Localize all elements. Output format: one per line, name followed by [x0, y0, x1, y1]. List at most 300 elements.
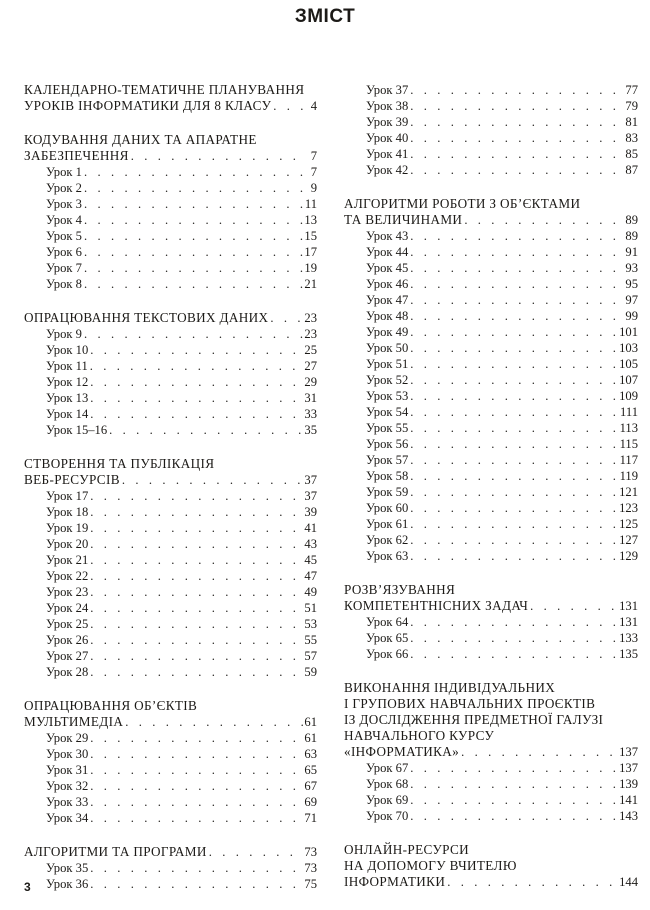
dot-leader: [408, 308, 624, 324]
section-page-number: 7: [310, 149, 317, 163]
lesson-label: Урок 3: [46, 197, 82, 211]
dot-leader: [268, 310, 303, 326]
lesson-entry[interactable]: [24, 212, 317, 228]
lesson-page-number: 137: [619, 761, 638, 775]
lesson-page-number: 97: [625, 293, 638, 307]
dot-leader: [123, 714, 303, 730]
dot-leader: [408, 500, 619, 516]
lesson-label: Урок 39: [366, 115, 409, 129]
lesson-label: Урок 6: [46, 245, 82, 259]
dot-leader: [88, 568, 303, 584]
dot-leader: [408, 436, 619, 452]
lesson-entry[interactable]: [344, 98, 638, 114]
dot-leader: [462, 212, 624, 228]
lesson-entry[interactable]: [24, 244, 317, 260]
lesson-entry[interactable]: [24, 860, 317, 876]
lesson-page-number: 23: [304, 327, 317, 341]
lesson-entry[interactable]: [344, 114, 638, 130]
dot-leader: [408, 388, 619, 404]
dot-leader: [408, 760, 619, 776]
lesson-entry[interactable]: [24, 164, 317, 180]
dot-leader: [528, 598, 619, 614]
page-title: ЗМІСТ: [294, 6, 356, 27]
section-page-number: 61: [304, 715, 317, 729]
lesson-label: Урок 70: [366, 809, 409, 823]
section-title-text: ВЕБ-РЕСУРСІВ: [24, 472, 120, 487]
lesson-label: Урок 15–16: [46, 423, 108, 437]
dot-leader: [408, 228, 624, 244]
lesson-label: Урок 37: [366, 83, 409, 97]
lesson-page-number: 29: [304, 375, 317, 389]
section-heading-entry[interactable]: [24, 472, 317, 488]
section-title-line: ВИКОНАННЯ ІНДИВІДУАЛЬНИХ: [344, 680, 556, 695]
lesson-page-number: 117: [619, 453, 638, 467]
lesson-page-number: 113: [619, 421, 638, 435]
section-title-text: АЛГОРИТМИ ТА ПРОГРАМИ: [24, 844, 207, 859]
lesson-entry[interactable]: [344, 484, 638, 500]
lesson-label: Урок 65: [366, 631, 409, 645]
lesson-label: Урок 42: [366, 163, 409, 177]
lesson-entry[interactable]: [24, 600, 317, 616]
dot-leader: [408, 776, 619, 792]
section-title-line: РОЗВ’ЯЗУВАННЯ: [344, 582, 456, 597]
lesson-entry[interactable]: [24, 584, 317, 600]
lesson-entry[interactable]: [344, 244, 638, 260]
dot-leader: [408, 420, 619, 436]
lesson-label: Урок 55: [366, 421, 409, 435]
dot-leader: [88, 616, 303, 632]
dot-leader: [445, 874, 619, 890]
lesson-page-number: 109: [619, 389, 638, 403]
dot-leader: [88, 552, 303, 568]
lesson-label: Урок 34: [46, 811, 89, 825]
section-title-line: СТВОРЕННЯ ТА ПУБЛІКАЦІЯ: [24, 456, 215, 471]
dot-leader: [408, 404, 620, 420]
lesson-page-number: 45: [304, 553, 317, 567]
lesson-entry[interactable]: [24, 180, 317, 196]
lesson-label: Урок 14: [46, 407, 89, 421]
lesson-entry[interactable]: [344, 760, 638, 776]
lesson-entry[interactable]: [344, 808, 638, 824]
toc-left-column: [24, 82, 317, 910]
lesson-entry[interactable]: [344, 292, 638, 308]
dot-leader: [88, 342, 303, 358]
lesson-page-number: 93: [625, 261, 638, 275]
lesson-page-number: 129: [619, 549, 638, 563]
section-title-line: ОПРАЦЮВАННЯ ОБ’ЄКТІВ: [24, 698, 198, 713]
lesson-entry[interactable]: [344, 260, 638, 276]
section-title-text: «ІНФОРМАТИКА»: [344, 744, 460, 759]
lesson-entry[interactable]: [24, 358, 317, 374]
section-page-number: 131: [619, 599, 638, 613]
lesson-page-number: 81: [625, 115, 638, 129]
lesson-label: Урок 67: [366, 761, 409, 775]
toc-section: [344, 680, 638, 824]
section-page-number: 73: [304, 845, 317, 859]
lesson-entry[interactable]: [344, 82, 638, 98]
lesson-entry[interactable]: [24, 504, 317, 520]
dot-leader: [88, 406, 303, 422]
lesson-page-number: 123: [619, 501, 638, 515]
lesson-label: Урок 44: [366, 245, 409, 259]
toc-section: [24, 456, 317, 680]
lesson-entry[interactable]: [24, 794, 317, 810]
lesson-entry[interactable]: [344, 324, 638, 340]
lesson-entry[interactable]: [344, 276, 638, 292]
lesson-entry[interactable]: [24, 616, 317, 632]
lesson-entry[interactable]: [24, 196, 317, 212]
dot-leader: [408, 452, 619, 468]
toc-right-column: [344, 82, 638, 908]
dot-leader: [408, 276, 624, 292]
dot-leader: [88, 730, 303, 746]
dot-leader: [88, 358, 303, 374]
lesson-page-number: 79: [625, 99, 638, 113]
lesson-label: Урок 40: [366, 131, 409, 145]
lesson-entry[interactable]: [344, 516, 638, 532]
lesson-label: Урок 56: [366, 437, 409, 451]
lesson-entry[interactable]: [344, 162, 638, 178]
lesson-label: Урок 38: [366, 99, 409, 113]
lesson-label: Урок 50: [366, 341, 409, 355]
lesson-page-number: 39: [304, 505, 317, 519]
lesson-page-number: 41: [304, 521, 317, 535]
dot-leader: [88, 390, 303, 406]
lesson-label: Урок 54: [366, 405, 409, 419]
lesson-label: Урок 29: [46, 731, 89, 745]
dot-leader: [82, 260, 303, 276]
lesson-label: Урок 26: [46, 633, 89, 647]
lesson-page-number: 73: [304, 861, 317, 875]
lesson-page-number: 127: [619, 533, 638, 547]
lesson-label: Урок 32: [46, 779, 89, 793]
dot-leader: [408, 532, 619, 548]
dot-leader: [408, 146, 624, 162]
lesson-label: Урок 13: [46, 391, 89, 405]
dot-leader: [88, 488, 303, 504]
lesson-page-number: 139: [619, 777, 638, 791]
lesson-label: Урок 28: [46, 665, 89, 679]
lesson-page-number: 95: [625, 277, 638, 291]
dot-leader: [408, 516, 619, 532]
lesson-page-number: 103: [619, 341, 638, 355]
lesson-label: Урок 4: [46, 213, 82, 227]
lesson-page-number: 91: [625, 245, 638, 259]
lesson-page-number: 101: [619, 325, 638, 339]
dot-leader: [88, 536, 303, 552]
dot-leader: [88, 762, 303, 778]
lesson-label: Урок 11: [46, 359, 88, 373]
dot-leader: [408, 244, 624, 260]
dot-leader: [82, 180, 303, 196]
dot-leader: [107, 422, 303, 438]
dot-leader: [408, 324, 619, 340]
lesson-label: Урок 12: [46, 375, 89, 389]
dot-leader: [408, 808, 619, 824]
dot-leader: [129, 148, 303, 164]
lesson-entry[interactable]: [344, 308, 638, 324]
lesson-page-number: 7: [310, 165, 317, 179]
lesson-entry[interactable]: [24, 422, 317, 438]
section-title-line: КОДУВАННЯ ДАНИХ ТА АПАРАТНЕ: [24, 132, 257, 147]
dot-leader: [408, 98, 624, 114]
lesson-entry[interactable]: [24, 810, 317, 826]
lesson-page-number: 87: [625, 163, 638, 177]
lesson-label: Урок 35: [46, 861, 89, 875]
lesson-label: Урок 21: [46, 553, 89, 567]
lesson-page-number: 13: [304, 213, 317, 227]
lesson-label: Урок 51: [366, 357, 409, 371]
lesson-entry[interactable]: [24, 406, 317, 422]
lesson-entry[interactable]: [344, 356, 638, 372]
lesson-page-number: 83: [625, 131, 638, 145]
lesson-entry[interactable]: [344, 646, 638, 662]
lesson-entry[interactable]: [344, 228, 638, 244]
lesson-page-number: 75: [304, 877, 317, 891]
lesson-entry[interactable]: [344, 630, 638, 646]
lesson-entry[interactable]: [24, 664, 317, 680]
lesson-label: Урок 63: [366, 549, 409, 563]
dot-leader: [88, 632, 303, 648]
lesson-page-number: 115: [619, 437, 638, 451]
lesson-label: Урок 23: [46, 585, 89, 599]
lesson-label: Урок 64: [366, 615, 409, 629]
lesson-entry[interactable]: [344, 340, 638, 356]
dot-leader: [88, 794, 303, 810]
dot-leader: [408, 292, 624, 308]
lesson-page-number: 105: [619, 357, 638, 371]
lesson-page-number: 69: [304, 795, 317, 809]
lesson-label: Урок 1: [46, 165, 82, 179]
lesson-label: Урок 59: [366, 485, 409, 499]
lesson-page-number: 37: [304, 489, 317, 503]
section-heading-entry[interactable]: [24, 148, 317, 164]
dot-leader: [88, 648, 303, 664]
dot-leader: [120, 472, 303, 488]
lesson-entry[interactable]: [344, 420, 638, 436]
section-title-line: АЛГОРИТМИ РОБОТИ З ОБ’ЄКТАМИ: [344, 196, 581, 211]
lesson-page-number: 33: [304, 407, 317, 421]
lesson-label: Урок 2: [46, 181, 82, 195]
dot-leader: [207, 844, 303, 860]
lesson-entry[interactable]: [24, 778, 317, 794]
lesson-entry[interactable]: [24, 326, 317, 342]
lesson-entry[interactable]: [344, 500, 638, 516]
lesson-label: Урок 52: [366, 373, 409, 387]
dot-leader: [408, 646, 619, 662]
lesson-entry[interactable]: [344, 468, 638, 484]
dot-leader: [408, 82, 624, 98]
lesson-page-number: 57: [304, 649, 317, 663]
lesson-entry[interactable]: [344, 548, 638, 564]
section-heading-entry[interactable]: [344, 598, 638, 614]
section-title-line: І ГРУПОВИХ НАВЧАЛЬНИХ ПРОЄКТІВ: [344, 696, 596, 711]
lesson-entry[interactable]: [344, 436, 638, 452]
dot-leader: [88, 600, 303, 616]
lesson-entry[interactable]: [24, 648, 317, 664]
dot-leader: [408, 356, 619, 372]
lesson-page-number: 107: [619, 373, 638, 387]
dot-leader: [88, 504, 303, 520]
lesson-page-number: 89: [625, 229, 638, 243]
dot-leader: [408, 484, 619, 500]
lesson-page-number: 51: [304, 601, 317, 615]
lesson-entry[interactable]: [24, 276, 317, 292]
dot-leader: [408, 162, 624, 178]
dot-leader: [408, 372, 619, 388]
toc-section: [24, 844, 317, 892]
lesson-page-number: 15: [304, 229, 317, 243]
dot-leader: [408, 614, 619, 630]
dot-leader: [88, 584, 303, 600]
lesson-entry[interactable]: [24, 876, 317, 892]
section-page-number: 137: [619, 745, 638, 759]
dot-leader: [82, 276, 303, 292]
lesson-label: Урок 22: [46, 569, 89, 583]
lesson-label: Урок 36: [46, 877, 89, 891]
section-page-number: 89: [625, 213, 638, 227]
dot-leader: [82, 196, 303, 212]
lesson-entry[interactable]: [24, 342, 317, 358]
lesson-entry[interactable]: [24, 488, 317, 504]
section-heading-entry[interactable]: [24, 844, 317, 860]
lesson-entry[interactable]: [24, 762, 317, 778]
dot-leader: [88, 746, 303, 762]
dot-leader: [82, 212, 303, 228]
lesson-page-number: 111: [620, 405, 638, 419]
dot-leader: [408, 340, 619, 356]
lesson-entry[interactable]: [344, 404, 638, 420]
lesson-entry[interactable]: [24, 228, 317, 244]
section-heading-entry[interactable]: [24, 98, 317, 114]
lesson-entry[interactable]: [344, 792, 638, 808]
lesson-label: Урок 47: [366, 293, 409, 307]
section-heading-entry[interactable]: [24, 714, 317, 730]
lesson-page-number: 59: [304, 665, 317, 679]
lesson-page-number: 125: [619, 517, 638, 531]
toc-section: [344, 582, 638, 662]
lesson-page-number: 27: [304, 359, 317, 373]
lesson-label: Урок 48: [366, 309, 409, 323]
lesson-label: Урок 45: [366, 261, 409, 275]
dot-leader: [408, 130, 624, 146]
toc-section: [24, 310, 317, 438]
lesson-page-number: 9: [310, 181, 317, 195]
lesson-label: Урок 60: [366, 501, 409, 515]
dot-leader: [271, 98, 303, 114]
section-page-number: 23: [304, 311, 317, 325]
lesson-page-number: 121: [619, 485, 638, 499]
lesson-entry[interactable]: [24, 568, 317, 584]
lesson-entry[interactable]: [24, 730, 317, 746]
section-title-text: ОПРАЦЮВАННЯ ТЕКСТОВИХ ДАНИХ: [24, 310, 269, 325]
lesson-label: Урок 24: [46, 601, 89, 615]
lesson-label: Урок 68: [366, 777, 409, 791]
lesson-label: Урок 10: [46, 343, 89, 357]
lesson-label: Урок 41: [366, 147, 409, 161]
lesson-label: Урок 18: [46, 505, 89, 519]
lesson-label: Урок 17: [46, 489, 89, 503]
lesson-entry[interactable]: [24, 632, 317, 648]
section-heading-entry[interactable]: [344, 212, 638, 228]
section-title-text: КОМПЕТЕНТНІСНИХ ЗАДАЧ: [344, 598, 529, 613]
lesson-page-number: 11: [304, 197, 317, 211]
lesson-label: Урок 46: [366, 277, 409, 291]
section-title-line: НА ДОПОМОГУ ВЧИТЕЛЮ: [344, 858, 517, 873]
lesson-page-number: 119: [619, 469, 638, 483]
section-page-number: 144: [619, 875, 638, 889]
lesson-entry[interactable]: [344, 452, 638, 468]
dot-leader: [459, 744, 619, 760]
section-heading-entry[interactable]: [344, 874, 638, 890]
lesson-entry[interactable]: [24, 520, 317, 536]
lesson-entry[interactable]: [24, 536, 317, 552]
lesson-label: Урок 62: [366, 533, 409, 547]
lesson-label: Урок 9: [46, 327, 82, 341]
section-title-line: ОНЛАЙН-РЕСУРСИ: [344, 842, 470, 857]
lesson-entry[interactable]: [24, 552, 317, 568]
section-heading-entry[interactable]: [24, 310, 317, 326]
lesson-page-number: 47: [304, 569, 317, 583]
lesson-entry[interactable]: [344, 130, 638, 146]
lesson-entry[interactable]: [344, 372, 638, 388]
lesson-label: Урок 69: [366, 793, 409, 807]
section-title-text: УРОКІВ ІНФОРМАТИКИ ДЛЯ 8 КЛАСУ: [24, 98, 272, 113]
lesson-page-number: 61: [304, 731, 317, 745]
section-title-text: ТА ВЕЛИЧИНАМИ: [344, 212, 463, 227]
lesson-page-number: 53: [304, 617, 317, 631]
dot-leader: [88, 810, 303, 826]
lesson-entry[interactable]: [344, 146, 638, 162]
lesson-page-number: 21: [304, 277, 317, 291]
dot-leader: [408, 630, 619, 646]
lesson-label: Урок 20: [46, 537, 89, 551]
lesson-label: Урок 61: [366, 517, 409, 531]
section-page-number: 4: [310, 99, 317, 113]
lesson-label: Урок 53: [366, 389, 409, 403]
lesson-label: Урок 66: [366, 647, 409, 661]
lesson-page-number: 49: [304, 585, 317, 599]
lesson-entry[interactable]: [344, 388, 638, 404]
lesson-page-number: 43: [304, 537, 317, 551]
dot-leader: [408, 792, 619, 808]
section-heading-entry[interactable]: [344, 744, 638, 760]
lesson-page-number: 77: [625, 83, 638, 97]
section-title-text: ІНФОРМАТИКИ: [344, 874, 446, 889]
toc-section: [344, 82, 638, 178]
lesson-entry[interactable]: [24, 390, 317, 406]
toc-section: [344, 842, 638, 890]
section-title-line: НАВЧАЛЬНОГО КУРСУ: [344, 728, 495, 743]
lesson-label: Урок 19: [46, 521, 89, 535]
section-title-line: КАЛЕНДАРНО-ТЕМАТИЧНЕ ПЛАНУВАННЯ: [24, 82, 305, 97]
section-title-line: ІЗ ДОСЛІДЖЕННЯ ПРЕДМЕТНОЇ ГАЛУЗІ: [344, 712, 604, 727]
lesson-entry[interactable]: [344, 776, 638, 792]
lesson-label: Урок 31: [46, 763, 89, 777]
dot-leader: [88, 374, 303, 390]
page-number: 3: [24, 880, 31, 894]
toc-section: [24, 82, 317, 114]
lesson-entry[interactable]: [24, 374, 317, 390]
lesson-entry[interactable]: [344, 614, 638, 630]
lesson-page-number: 141: [619, 793, 638, 807]
lesson-label: Урок 8: [46, 277, 82, 291]
dot-leader: [82, 244, 303, 260]
lesson-entry[interactable]: [24, 260, 317, 276]
lesson-entry[interactable]: [344, 532, 638, 548]
lesson-label: Урок 27: [46, 649, 89, 663]
lesson-entry[interactable]: [24, 746, 317, 762]
